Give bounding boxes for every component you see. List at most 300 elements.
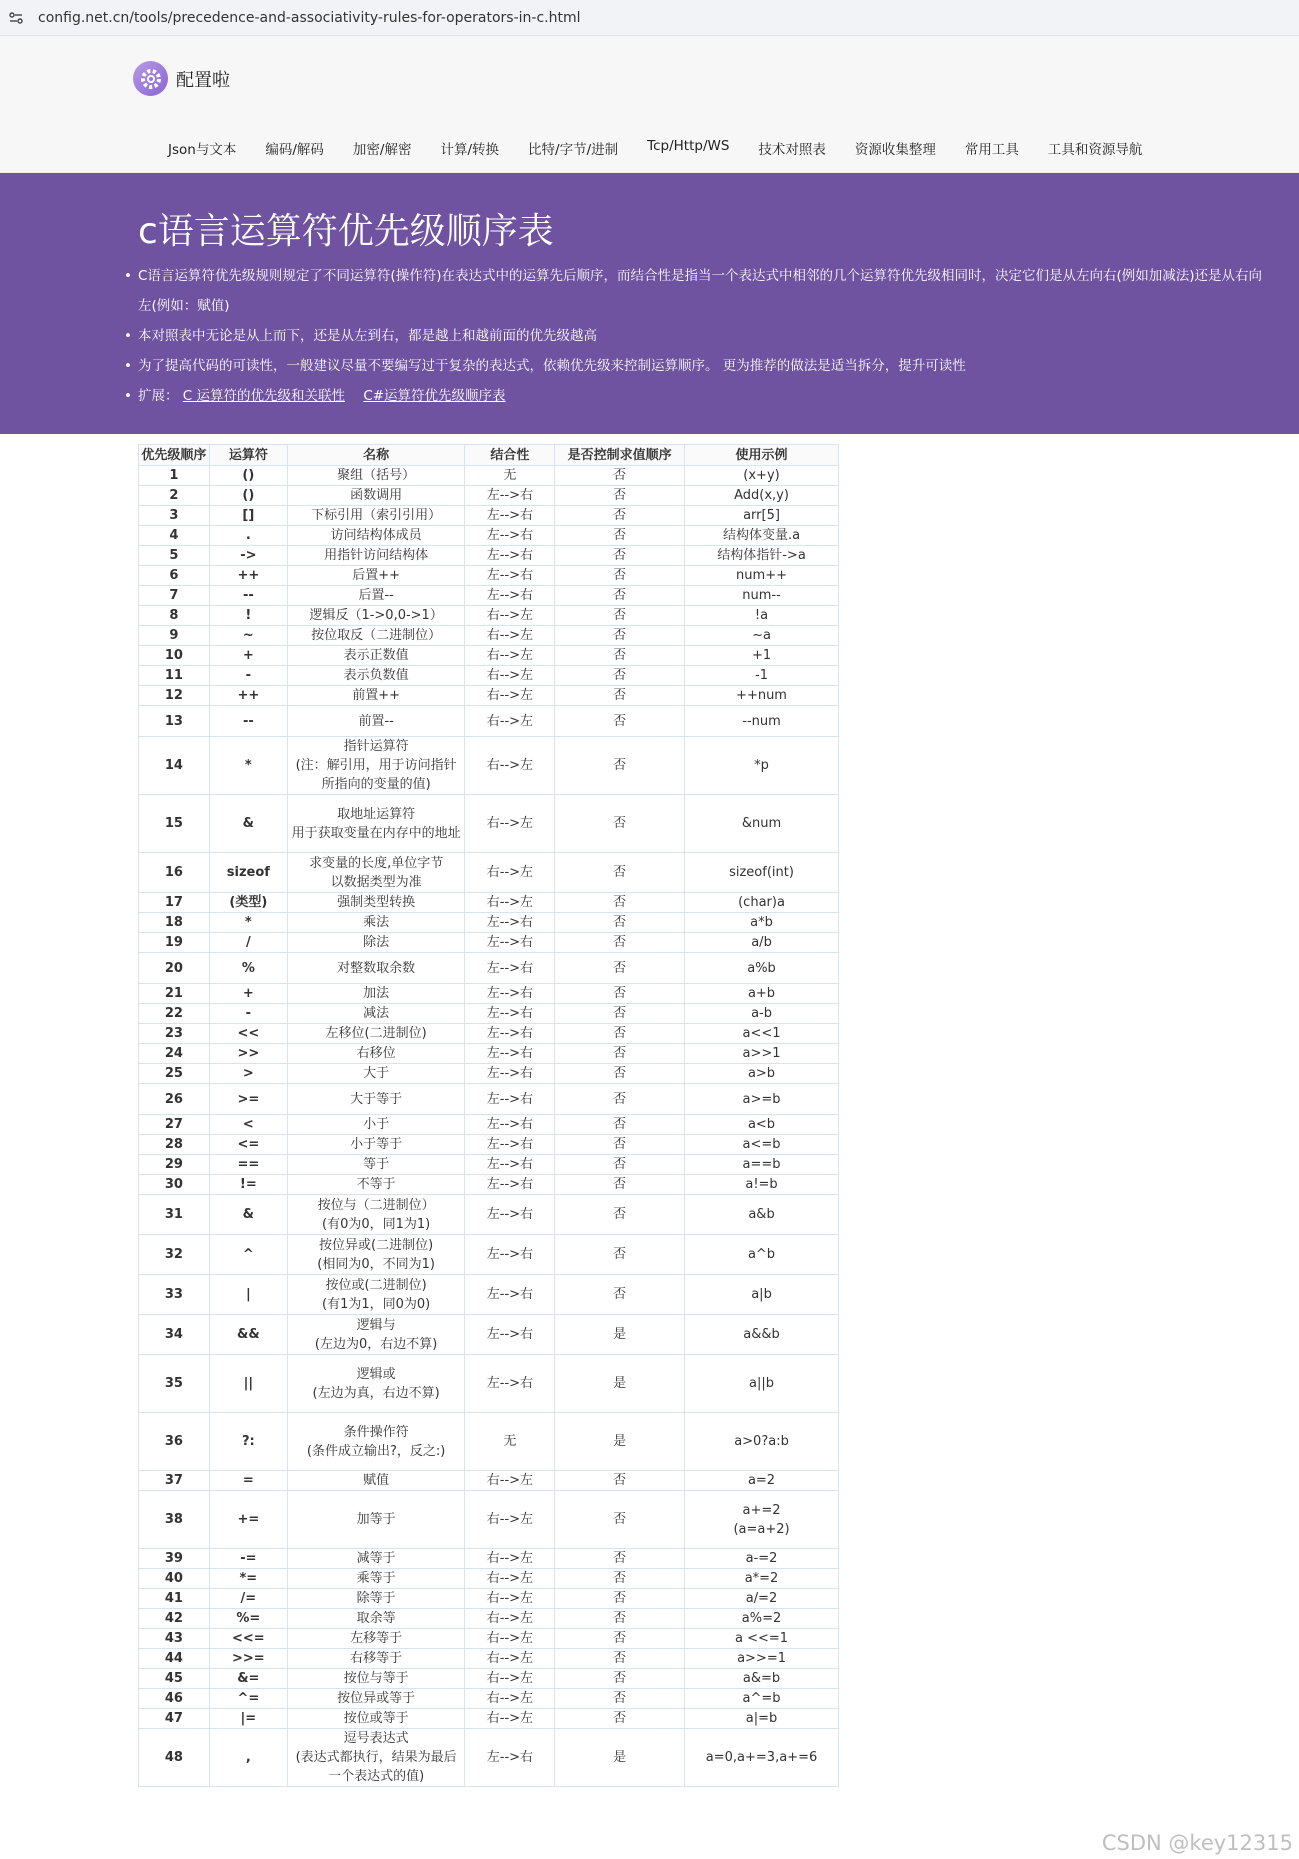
table-row [139,1669,839,1689]
priority-cell: 29 [139,1155,210,1175]
priority-cell: 8 [139,606,210,626]
example-cell: a>=b [685,1084,839,1115]
priority-cell: 11 [139,666,210,686]
example-cell: a <<=1 [685,1629,839,1649]
example-cell: a<b [685,1115,839,1135]
priority-cell: 20 [139,953,210,984]
name-cell: 强制类型转换 [287,893,465,913]
priority-cell: 5 [139,546,210,566]
operator-cell: % [209,953,287,984]
associativity-cell: 左-->右 [465,1315,555,1355]
operator-cell: sizeof [209,853,287,893]
hero-banner [0,173,1299,434]
operator-cell: <<= [209,1629,287,1649]
url-text[interactable]: config.net.cn/tools/precedence-and-associativity-rules-for-operators-in-c.html [38,9,581,26]
table-row [139,893,839,913]
example-cell: a|=b [685,1709,839,1729]
col-header-example: 使用示例 [685,445,839,466]
priority-cell: 38 [139,1491,210,1549]
priority-cell: 9 [139,626,210,646]
site-logo[interactable] [133,61,230,96]
nav-item[interactable]: 工具和资源导航 [1047,142,1143,158]
example-cell: a*b [685,913,839,933]
nav-item[interactable]: 常用工具 [964,142,1019,158]
example-cell: arr[5] [685,506,839,526]
example-cell: a^=b [685,1689,839,1709]
eval-order-cell: 否 [555,984,685,1004]
table-row [139,566,839,586]
priority-cell: 40 [139,1569,210,1589]
name-cell: 后置++ [287,566,465,586]
eval-order-cell: 否 [555,1064,685,1084]
operator-cell: -= [209,1549,287,1569]
nav-item[interactable]: 比特/字节/进制 [528,142,619,158]
table-row [139,1064,839,1084]
associativity-cell: 左-->右 [465,1235,555,1275]
name-cell: 条件操作符 (条件成立输出?，反之:) [287,1413,465,1471]
associativity-cell: 右-->左 [465,626,555,646]
name-cell: 按位取反（二进制位） [287,626,465,646]
associativity-cell: 右-->左 [465,1649,555,1669]
operator-table [138,444,839,1787]
associativity-cell: 右-->左 [465,1609,555,1629]
example-cell: (x+y) [685,466,839,486]
operator-cell: * [209,737,287,795]
example-cell: &num [685,795,839,853]
name-cell: 左移等于 [287,1629,465,1649]
associativity-cell: 无 [465,1413,555,1471]
example-cell: a>0?a:b [685,1413,839,1471]
name-cell: 函数调用 [287,486,465,506]
name-cell: 对整数取余数 [287,953,465,984]
ext-link-csharp-precedence[interactable]: C#运算符优先级顺序表 [363,388,506,404]
eval-order-cell: 否 [555,586,685,606]
priority-cell: 36 [139,1413,210,1471]
eval-order-cell: 否 [555,933,685,953]
name-cell: 逻辑反（1->0,0->1） [287,606,465,626]
operator-cell: && [209,1315,287,1355]
gear-icon [133,61,168,96]
watermark: CSDN @key12315 [1101,1831,1293,1855]
nav-item[interactable]: 编码/解码 [265,142,324,158]
operator-cell: -- [209,586,287,606]
eval-order-cell: 否 [555,606,685,626]
priority-cell: 16 [139,853,210,893]
associativity-cell: 右-->左 [465,706,555,737]
priority-cell: 13 [139,706,210,737]
table-row [139,1315,839,1355]
eval-order-cell: 否 [555,1491,685,1549]
operator-cell: () [209,486,287,506]
operator-cell: -- [209,706,287,737]
eval-order-cell: 否 [555,466,685,486]
eval-order-cell: 否 [555,1115,685,1135]
table-row [139,913,839,933]
table-row [139,953,839,984]
eval-order-cell: 否 [555,666,685,686]
priority-cell: 45 [139,1669,210,1689]
example-cell: a-b [685,1004,839,1024]
example-cell: a>>=1 [685,1649,839,1669]
operator-cell: () [209,466,287,486]
example-cell: a+b [685,984,839,1004]
col-header-associativity: 结合性 [465,445,555,466]
priority-cell: 21 [139,984,210,1004]
table-row [139,1609,839,1629]
associativity-cell: 右-->左 [465,1549,555,1569]
operator-cell: << [209,1024,287,1044]
priority-cell: 19 [139,933,210,953]
priority-cell: 7 [139,586,210,606]
associativity-cell: 左-->右 [465,506,555,526]
col-header-operator: 运算符 [209,445,287,466]
eval-order-cell: 否 [555,1589,685,1609]
operator-cell: -> [209,546,287,566]
priority-cell: 24 [139,1044,210,1064]
operator-cell: & [209,795,287,853]
eval-order-cell: 否 [555,546,685,566]
associativity-cell: 左-->右 [465,953,555,984]
name-cell: 除法 [287,933,465,953]
table-row [139,1413,839,1471]
operator-cell: , [209,1729,287,1787]
name-cell: 取地址运算符 用于获取变量在内存中的地址 [287,795,465,853]
example-cell: sizeof(int) [685,853,839,893]
associativity-cell: 左-->右 [465,1024,555,1044]
priority-cell: 39 [139,1549,210,1569]
example-cell: 结构体变量.a [685,526,839,546]
associativity-cell: 右-->左 [465,666,555,686]
eval-order-cell: 否 [555,795,685,853]
priority-cell: 4 [139,526,210,546]
name-cell: 取余等 [287,1609,465,1629]
eval-order-cell: 否 [555,737,685,795]
table-row [139,853,839,893]
table-row [139,1709,839,1729]
operator-cell: || [209,1355,287,1413]
associativity-cell: 左-->右 [465,1044,555,1064]
name-cell: 大于等于 [287,1084,465,1115]
nav-item[interactable]: 加密/解密 [352,142,412,158]
eval-order-cell: 否 [555,1155,685,1175]
example-cell: -1 [685,666,839,686]
name-cell: 右移等于 [287,1649,465,1669]
intro-list [124,261,1274,411]
priority-cell: 1 [139,466,210,486]
name-cell: 左移位(二进制位) [287,1024,465,1044]
priority-cell: 46 [139,1689,210,1709]
operator-cell: (类型) [209,893,287,913]
logo-text: 配置啦 [176,69,230,91]
associativity-cell: 右-->左 [465,1669,555,1689]
example-cell: !a [685,606,839,626]
associativity-cell: 右-->左 [465,795,555,853]
address-bar[interactable] [0,0,1299,36]
eval-order-cell: 否 [555,706,685,737]
table-row [139,1004,839,1024]
priority-cell: 43 [139,1629,210,1649]
operator-cell: += [209,1491,287,1549]
associativity-cell: 左-->右 [465,1155,555,1175]
name-cell: 前置-- [287,706,465,737]
ext-label: 扩展： [138,388,179,404]
operator-cell: %= [209,1609,287,1629]
priority-cell: 14 [139,737,210,795]
associativity-cell: 左-->右 [465,1355,555,1413]
associativity-cell: 右-->左 [465,1491,555,1549]
name-cell: 大于 [287,1064,465,1084]
example-cell: a>b [685,1064,839,1084]
associativity-cell: 右-->左 [465,1629,555,1649]
operator-cell: ^ [209,1235,287,1275]
associativity-cell: 右-->左 [465,1709,555,1729]
operator-cell: /= [209,1589,287,1609]
table-row [139,1235,839,1275]
col-header-name: 名称 [287,445,465,466]
table-row [139,1024,839,1044]
associativity-cell: 右-->左 [465,853,555,893]
nav-item[interactable]: Json与文本 [168,142,237,158]
eval-order-cell: 否 [555,1175,685,1195]
col-header-priority: 优先级顺序 [139,445,210,466]
operator-cell: / [209,933,287,953]
table-row [139,1629,839,1649]
associativity-cell: 左-->右 [465,984,555,1004]
name-cell: 加等于 [287,1491,465,1549]
priority-cell: 34 [139,1315,210,1355]
operator-cell: - [209,1004,287,1024]
name-cell: 赋值 [287,1471,465,1491]
operator-cell: <= [209,1135,287,1155]
name-cell: 按位与等于 [287,1669,465,1689]
site-settings-icon[interactable] [8,10,24,26]
eval-order-cell: 否 [555,1689,685,1709]
eval-order-cell: 否 [555,1549,685,1569]
eval-order-cell: 是 [555,1315,685,1355]
example-cell: --num [685,706,839,737]
name-cell: 除等于 [287,1589,465,1609]
main-nav [168,138,1171,158]
name-cell: 逗号表达式 (表达式都执行，结果为最后一个表达式的值) [287,1729,465,1787]
eval-order-cell: 否 [555,1609,685,1629]
table-row [139,1175,839,1195]
priority-cell: 28 [139,1135,210,1155]
operator-cell: . [209,526,287,546]
name-cell: 乘等于 [287,1569,465,1589]
table-row [139,526,839,546]
name-cell: 逻辑与 (左边为0，右边不算) [287,1315,465,1355]
operator-cell: >= [209,1084,287,1115]
operator-cell: - [209,666,287,686]
example-cell: (char)a [685,893,839,913]
eval-order-cell: 是 [555,1413,685,1471]
associativity-cell: 右-->左 [465,646,555,666]
name-cell: 乘法 [287,913,465,933]
example-cell: a=0,a+=3,a+=6 [685,1729,839,1787]
nav-item[interactable]: 计算/转换 [440,142,500,158]
priority-cell: 33 [139,1275,210,1315]
associativity-cell: 左-->右 [465,526,555,546]
page-title: c语言运算符优先级顺序表 [138,211,554,252]
eval-order-cell: 否 [555,566,685,586]
eval-order-cell: 否 [555,1084,685,1115]
associativity-cell: 左-->右 [465,1064,555,1084]
nav-item[interactable]: 技术对照表 [758,142,826,158]
table-header-row [139,445,839,466]
associativity-cell: 左-->右 [465,1135,555,1155]
example-cell: a<=b [685,1135,839,1155]
name-cell: 减法 [287,1004,465,1024]
example-cell: a>>1 [685,1044,839,1064]
priority-cell: 32 [139,1235,210,1275]
table-row [139,666,839,686]
intro-item: • 本对照表中无论是从上而下，还是从左到右，都是越上和越前面的优先级越高 [124,321,1274,351]
example-cell: a&=b [685,1669,839,1689]
eval-order-cell: 否 [555,953,685,984]
priority-cell: 30 [139,1175,210,1195]
table-row [139,1649,839,1669]
priority-cell: 41 [139,1589,210,1609]
associativity-cell: 左-->右 [465,1004,555,1024]
table-row [139,1155,839,1175]
operator-cell: >> [209,1044,287,1064]
table-row [139,1689,839,1709]
col-header-eval-order: 是否控制求值顺序 [555,445,685,466]
eval-order-cell: 否 [555,506,685,526]
priority-cell: 47 [139,1709,210,1729]
eval-order-cell: 否 [555,1135,685,1155]
name-cell: 表示正数值 [287,646,465,666]
name-cell: 等于 [287,1155,465,1175]
associativity-cell: 左-->右 [465,933,555,953]
operator-cell: * [209,913,287,933]
table-row [139,466,839,486]
priority-cell: 17 [139,893,210,913]
priority-cell: 48 [139,1729,210,1787]
name-cell: 小于 [287,1115,465,1135]
name-cell: 用指针访问结构体 [287,546,465,566]
associativity-cell: 无 [465,466,555,486]
eval-order-cell: 否 [555,1195,685,1235]
associativity-cell: 左-->右 [465,1275,555,1315]
eval-order-cell: 否 [555,526,685,546]
nav-item[interactable]: Tcp/Http/WS [647,138,730,154]
operator-cell: = [209,1471,287,1491]
operator-cell: ~ [209,626,287,646]
example-cell: *p [685,737,839,795]
operator-cell: > [209,1064,287,1084]
table-row [139,586,839,606]
operator-cell: + [209,646,287,666]
associativity-cell: 左-->右 [465,1175,555,1195]
name-cell: 小于等于 [287,1135,465,1155]
nav-item[interactable]: 资源收集整理 [854,142,936,158]
priority-cell: 44 [139,1649,210,1669]
table-row [139,646,839,666]
priority-cell: 42 [139,1609,210,1629]
example-cell: num++ [685,566,839,586]
example-cell: a&b [685,1195,839,1235]
name-cell: 按位异或(二进制位) (相同为0，不同为1) [287,1235,465,1275]
name-cell: 加法 [287,984,465,1004]
name-cell: 访问结构体成员 [287,526,465,546]
associativity-cell: 左-->右 [465,1084,555,1115]
eval-order-cell: 是 [555,1355,685,1413]
site-header [0,36,1299,173]
table-row [139,686,839,706]
example-cell: a&&b [685,1315,839,1355]
intro-item: • C语言运算符优先级规则规定了不同运算符(操作符)在表达式中的运算先后顺序，而结合性是指当一个表达式中相邻的几个运算符优先级相同时，决定它们是从左向右(例如加减法)还是从右向左(例如：赋值) [124,261,1274,321]
example-cell: a|b [685,1275,839,1315]
operator-cell: *= [209,1569,287,1589]
associativity-cell: 右-->左 [465,737,555,795]
table-row [139,1275,839,1315]
name-cell: 下标引用（索引引用） [287,506,465,526]
ext-link-c-precedence[interactable]: C 运算符的优先级和关联性 [182,388,346,404]
example-cell: a-=2 [685,1549,839,1569]
example-cell: a%b [685,953,839,984]
operator-cell: + [209,984,287,1004]
associativity-cell: 左-->右 [465,1195,555,1235]
operator-cell: & [209,1195,287,1235]
intro-item: • 为了提高代码的可读性，一般建议尽量不要编写过于复杂的表达式，依赖优先级来控制运算顺序。 更为推荐的做法是适当拆分，提升可读性 [124,351,1274,381]
eval-order-cell: 否 [555,893,685,913]
eval-order-cell: 否 [555,1024,685,1044]
example-cell: ~a [685,626,839,646]
example-cell: 结构体指针->a [685,546,839,566]
table-row [139,737,839,795]
table-row [139,795,839,853]
associativity-cell: 左-->右 [465,546,555,566]
example-cell: a/b [685,933,839,953]
operator-cell: ! [209,606,287,626]
eval-order-cell: 否 [555,1569,685,1589]
priority-cell: 25 [139,1064,210,1084]
table-row [139,1729,839,1787]
associativity-cell: 右-->左 [465,1471,555,1491]
name-cell: 减等于 [287,1549,465,1569]
operator-cell: &= [209,1669,287,1689]
name-cell: 求变量的长度,单位字节 以数据类型为准 [287,853,465,893]
eval-order-cell: 否 [555,686,685,706]
table-row [139,1549,839,1569]
example-cell: a/=2 [685,1589,839,1609]
example-cell: Add(x,y) [685,486,839,506]
name-cell: 表示负数值 [287,666,465,686]
name-cell: 按位或(二进制位) (有1为1，同0为0) [287,1275,465,1315]
example-cell: a*=2 [685,1569,839,1589]
priority-cell: 35 [139,1355,210,1413]
table-row [139,1471,839,1491]
associativity-cell: 右-->左 [465,606,555,626]
eval-order-cell: 否 [555,1709,685,1729]
priority-cell: 26 [139,1084,210,1115]
table-row [139,546,839,566]
table-row [139,1355,839,1413]
name-cell: 按位或等于 [287,1709,465,1729]
operator-cell: ++ [209,566,287,586]
table-row [139,1569,839,1589]
example-cell: +1 [685,646,839,666]
table-row [139,1044,839,1064]
example-cell: ++num [685,686,839,706]
table-row [139,1084,839,1115]
example-cell: a||b [685,1355,839,1413]
eval-order-cell: 否 [555,1275,685,1315]
table-row [139,1115,839,1135]
operator-cell: |= [209,1709,287,1729]
priority-cell: 2 [139,486,210,506]
